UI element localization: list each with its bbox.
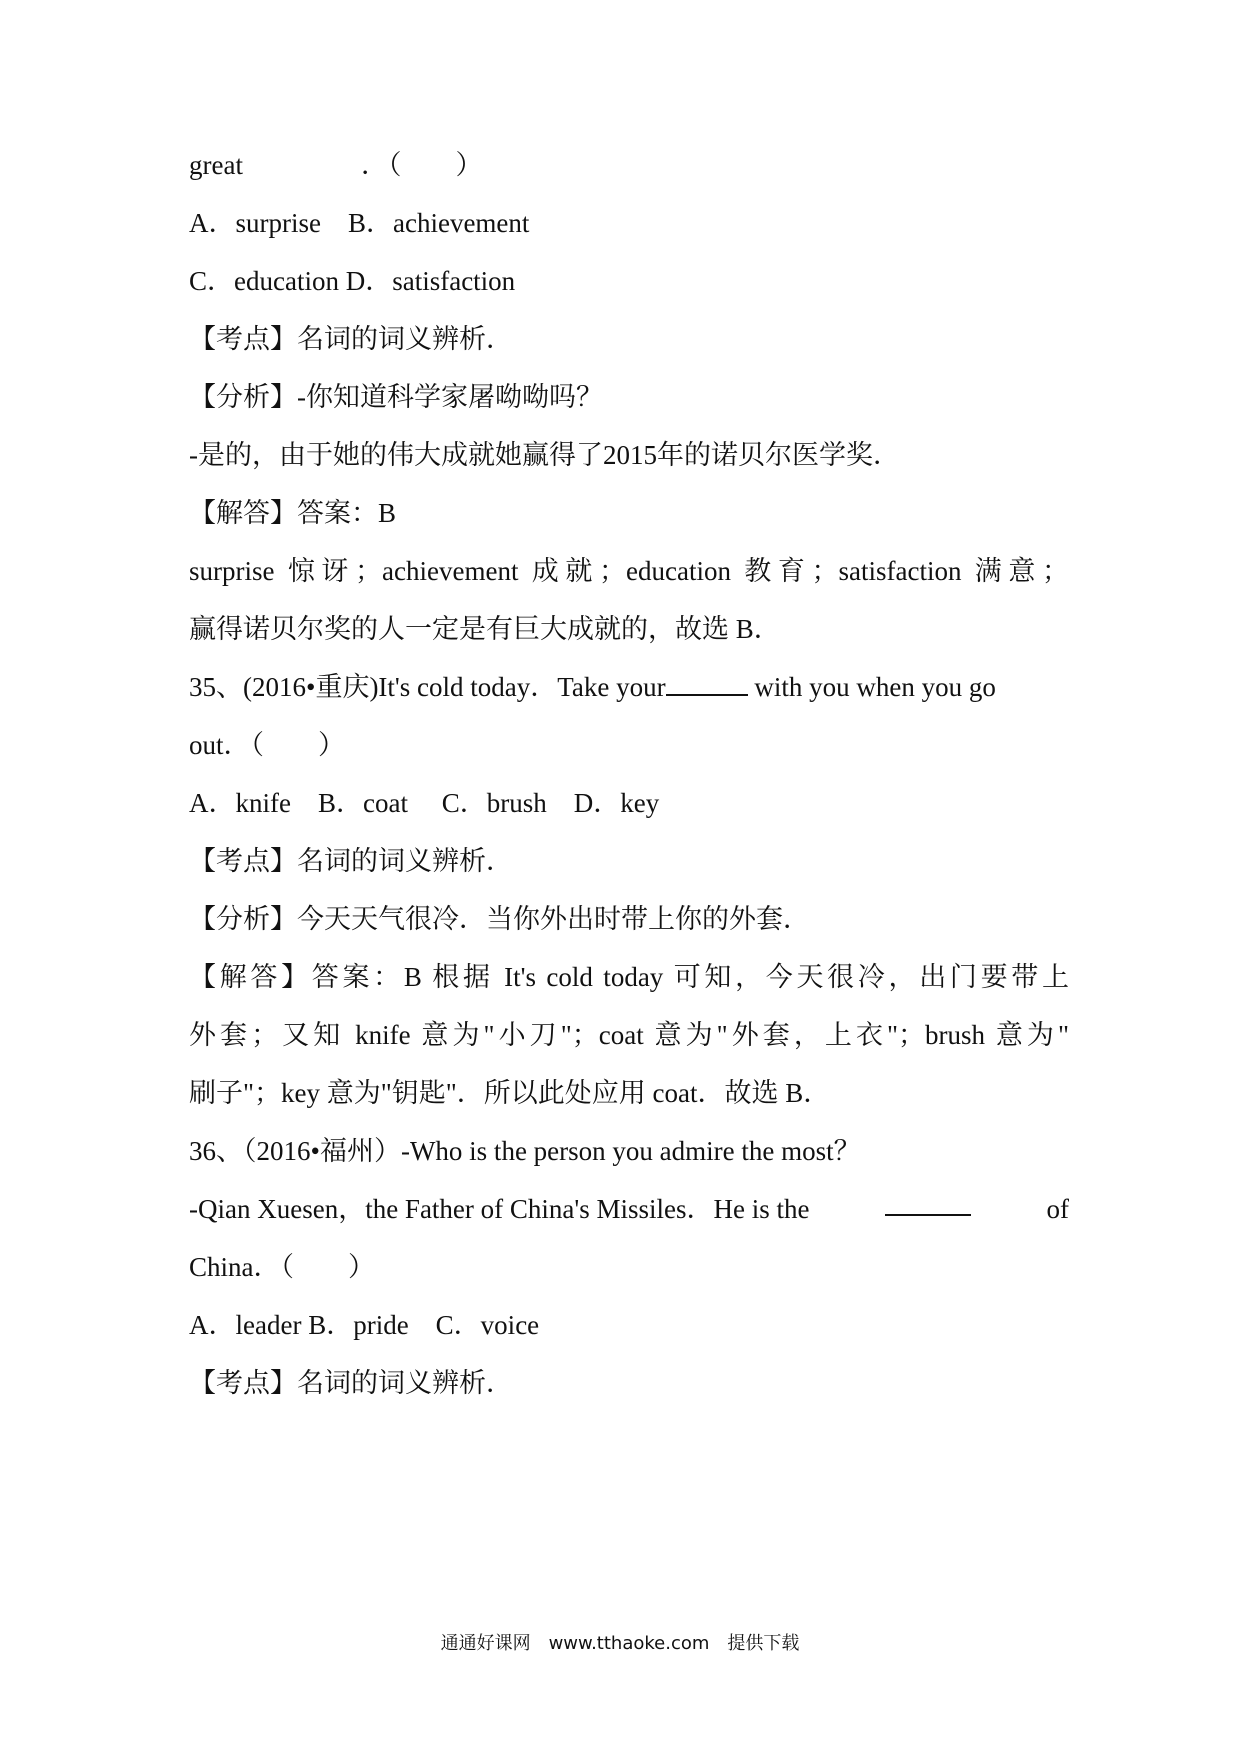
fenxi-line-2: -是的，由于她的伟大成就她赢得了2015年的诺贝尔医学奖． — [189, 440, 900, 470]
question-36-options: A．leader B．pride C．voice — [189, 1310, 540, 1340]
explanation-line: surprise 惊讶；achievement 成就；education 教育；satisfaction 满意； — [189, 556, 1069, 586]
kaodian-line: 【考点】名词的词义辨析． — [189, 1368, 513, 1398]
answer-blank — [666, 672, 748, 696]
question-36-text-end: of — [1046, 1194, 1069, 1224]
page-footer: 通通好课网 www.tthaoke.com 提供下载 — [440, 1633, 800, 1654]
explanation-line-2: 赢得诺贝尔奖的人一定是有巨大成就的，故选 B． — [189, 614, 781, 644]
question-36-line-2 — [189, 1192, 1069, 1226]
jieda-line-2: 外套；又知 knife 意为"小刀"；coat 意为"外套，上衣"；brush 意为" — [189, 1020, 1069, 1050]
jieda-line: 【解答】答案：B — [189, 498, 397, 528]
fenxi-line: 【分析】今天天气很冷．当你外出时带上你的外套． — [189, 904, 810, 934]
jieda-line-3: 刷子"；key 意为"钥匙"．所以此处应用 coat．故选 B． — [189, 1078, 831, 1108]
question-35 — [189, 670, 1069, 704]
question-35-text-start: 35、(2016•重庆)It's cold today．Take your — [189, 672, 666, 702]
question-35-text-end: with you when you go — [754, 672, 996, 702]
options-a-b: A．surprise B．achievement — [189, 208, 530, 238]
question-stem-continuation — [189, 148, 1069, 182]
kaodian-line: 【考点】名词的词义辨析． — [189, 846, 513, 876]
kaodian-line: 【考点】名词的词义辨析． — [189, 324, 513, 354]
jieda-line: 【解答】答案：B 根据 It's cold today 可知，今天很冷，出门要带上 — [189, 962, 1069, 992]
answer-bracket: ．（ ） — [360, 150, 483, 180]
question-36: 36、（2016•福州）-Who is the person you admire the most？ — [189, 1136, 861, 1166]
answer-blank — [885, 1192, 971, 1216]
fenxi-line: 【分析】-你知道科学家屠呦呦吗？ — [189, 382, 603, 412]
question-35-options: A．knife B．coat C．brush D．key — [189, 788, 660, 818]
question-36-text-start: -Qian Xuesen，the Father of China's Missiles．He is the — [189, 1194, 810, 1224]
options-c-d: C．education D．satisfaction — [189, 266, 516, 296]
question-35-continuation: out．（ ） — [189, 730, 346, 760]
question-36-continuation: China．（ ） — [189, 1252, 375, 1282]
stem-text: great — [189, 150, 243, 180]
